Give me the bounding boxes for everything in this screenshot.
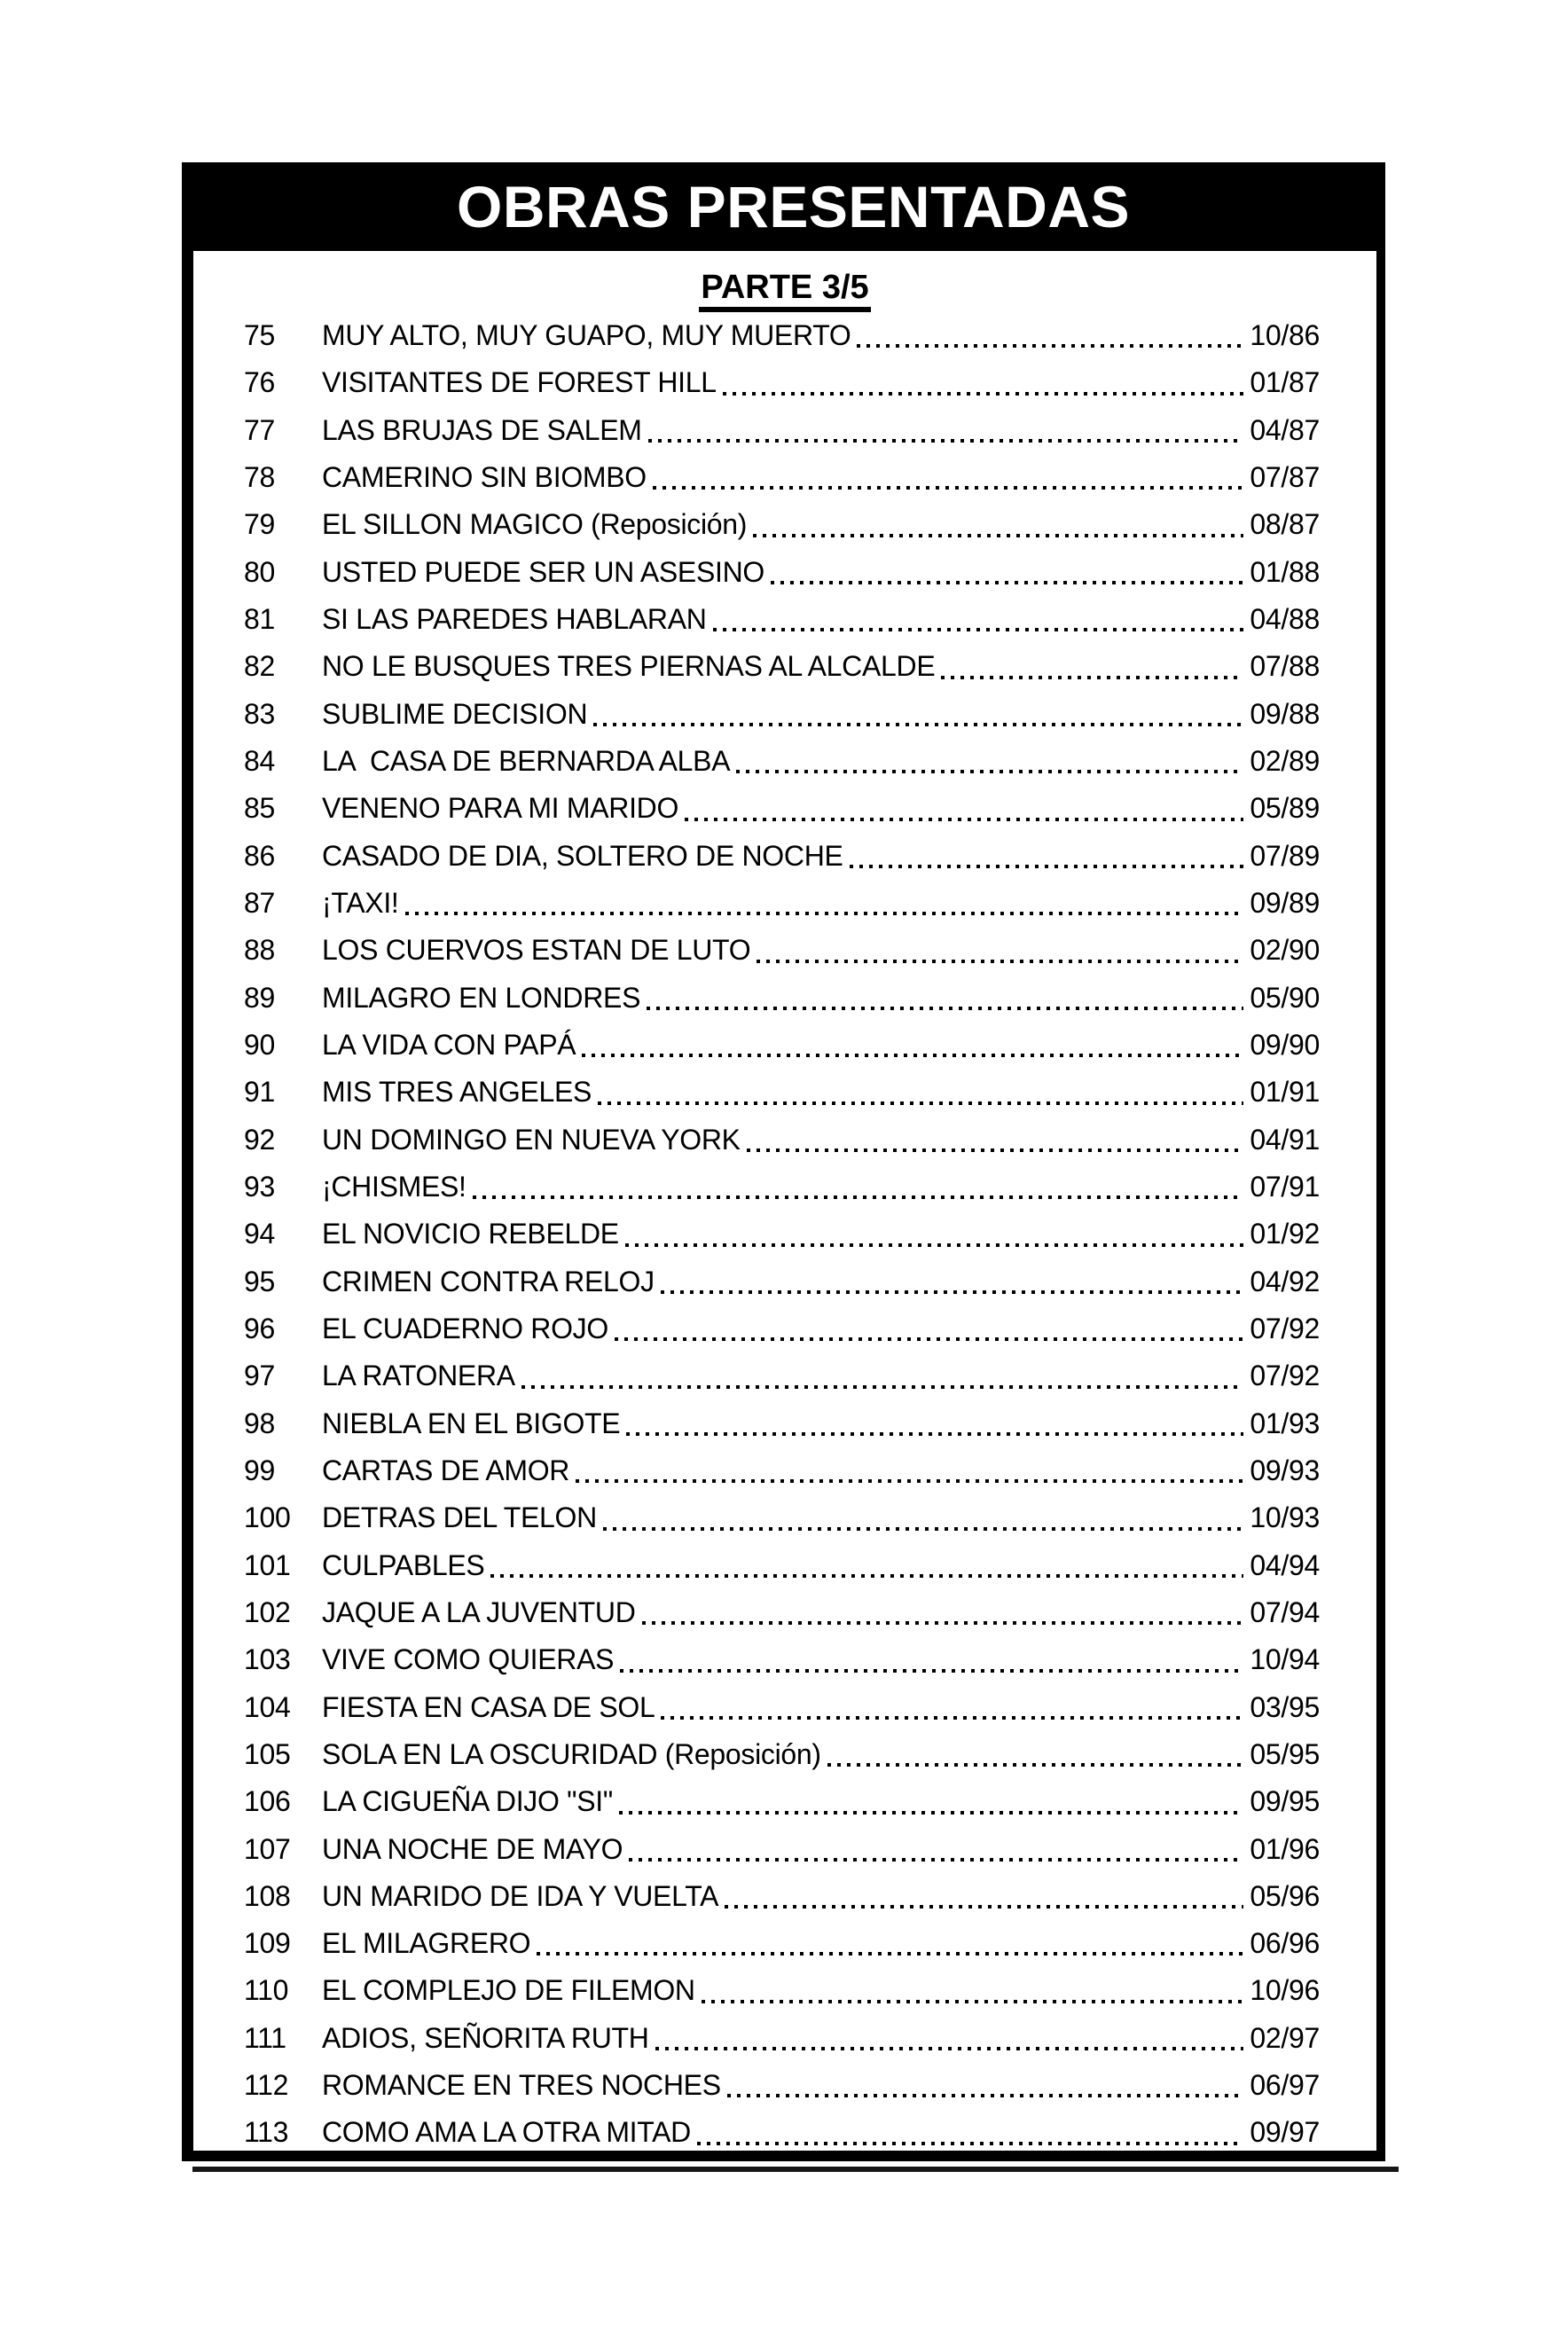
work-date: 07/92 (1250, 1312, 1320, 1344)
work-title: FIESTA EN CASA DE SOL (322, 1690, 655, 1723)
work-date: 02/90 (1250, 934, 1320, 967)
dotted-leader (741, 1117, 1250, 1164)
work-title: CASADO DE DIA, SOLTERO DE NOCHE (322, 839, 843, 872)
dotted-leader (655, 1258, 1250, 1305)
table-row (244, 1447, 1320, 1494)
dotted-leader (718, 1873, 1250, 1920)
work-date: 07/91 (1250, 1170, 1320, 1203)
work-title: VIVE COMO QUIERAS (322, 1643, 615, 1676)
table-row (244, 880, 1320, 927)
work-number: 104 (244, 1690, 291, 1723)
dotted-leader (642, 407, 1250, 454)
dotted-leader (592, 1069, 1250, 1116)
work-title: LA RATONERA (322, 1360, 515, 1392)
work-date: 01/91 (1250, 1076, 1320, 1109)
dotted-leader (935, 643, 1250, 690)
work-date: 01/96 (1250, 1832, 1320, 1865)
work-number: 113 (244, 2116, 289, 2149)
work-number: 112 (244, 2069, 289, 2102)
work-date: 06/96 (1250, 1927, 1320, 1960)
work-title: CAMERINO SIN BIOMBO (322, 460, 647, 493)
table-row (244, 549, 1320, 596)
work-title: NIEBLA EN EL BIGOTE (322, 1407, 621, 1439)
work-number: 77 (244, 413, 275, 446)
work-number: 80 (244, 555, 275, 588)
table-row (244, 1022, 1320, 1069)
table-row (244, 1778, 1320, 1825)
work-title: EL MILAGRERO (322, 1927, 531, 1960)
part-subtitle: PARTE 3/5 (699, 270, 870, 312)
work-date: 08/87 (1250, 508, 1320, 541)
box-header (182, 162, 1385, 251)
work-title: CARTAS DE AMOR (322, 1454, 570, 1486)
table-row (244, 1258, 1320, 1305)
box-content (182, 251, 1385, 2161)
dotted-leader (614, 1636, 1250, 1683)
work-date: 01/93 (1250, 1407, 1320, 1439)
work-number: 96 (244, 1312, 275, 1344)
work-date: 10/94 (1250, 1643, 1320, 1676)
work-date: 09/88 (1250, 697, 1320, 730)
dotted-leader (750, 927, 1250, 974)
work-date: 04/87 (1250, 413, 1320, 446)
dotted-leader (620, 1400, 1250, 1447)
work-title: ¡CHISMES! (322, 1170, 466, 1203)
work-date: 10/86 (1250, 319, 1320, 351)
table-row (244, 691, 1320, 738)
dotted-leader (851, 312, 1250, 359)
work-number: 106 (244, 1785, 291, 1818)
dotted-leader (678, 785, 1250, 832)
work-number: 103 (244, 1643, 291, 1676)
work-number: 100 (244, 1501, 291, 1534)
table-row (244, 2015, 1320, 2062)
dotted-leader (530, 1920, 1250, 1967)
table-row (244, 1684, 1320, 1731)
work-title: CULPABLES (322, 1548, 485, 1581)
work-number: 85 (244, 792, 275, 825)
table-row (244, 1731, 1320, 1778)
work-number: 91 (244, 1076, 275, 1109)
work-number: 78 (244, 460, 275, 493)
table-row (244, 312, 1320, 359)
work-title: UN MARIDO DE IDA Y VUELTA (322, 1879, 719, 1912)
work-number: 86 (244, 839, 275, 872)
table-row (244, 1920, 1320, 1967)
work-number: 76 (244, 366, 275, 399)
work-title: EL NOVICIO REBELDE (322, 1218, 619, 1250)
work-date: 02/89 (1250, 744, 1320, 777)
work-date: 07/89 (1250, 839, 1320, 872)
work-title: EL SILLON MAGICO (Reposición) (322, 508, 748, 541)
dotted-leader (695, 1967, 1250, 2014)
work-title: ROMANCE EN TRES NOCHES (322, 2069, 721, 2102)
work-title: MUY ALTO, MUY GUAPO, MUY MUERTO (322, 319, 851, 351)
dotted-leader (613, 1778, 1250, 1825)
work-title: NO LE BUSQUES TRES PIERNAS AL ALCALDE (322, 650, 936, 683)
table-row (244, 1589, 1320, 1636)
dotted-leader (515, 1352, 1250, 1399)
work-date: 01/88 (1250, 555, 1320, 588)
work-date: 05/95 (1250, 1737, 1320, 1770)
work-title: LA CIGUEÑA DIJO "SI" (322, 1785, 613, 1818)
table-row (244, 927, 1320, 974)
page-title: OBRAS PRESENTADAS (456, 174, 1131, 239)
work-title: VISITANTES DE FOREST HILL (322, 366, 717, 399)
work-date: 09/93 (1250, 1454, 1320, 1486)
dotted-leader (640, 975, 1250, 1022)
work-title: USTED PUEDE SER UN ASESINO (322, 555, 764, 588)
dotted-leader (619, 1211, 1250, 1258)
work-number: 99 (244, 1454, 275, 1486)
table-row (244, 1305, 1320, 1352)
work-title: EL CUADERNO ROJO (322, 1312, 608, 1344)
table-row (244, 643, 1320, 690)
work-date: 09/89 (1250, 886, 1320, 919)
work-date: 06/97 (1250, 2069, 1320, 2102)
work-number: 81 (244, 602, 275, 635)
work-date: 05/89 (1250, 792, 1320, 825)
work-number: 82 (244, 650, 275, 683)
table-row (244, 785, 1320, 832)
work-date: 07/87 (1250, 460, 1320, 493)
box-drop-shadow (192, 2167, 1399, 2172)
work-title: COMO AMA LA OTRA MITAD (322, 2116, 691, 2149)
table-row (244, 454, 1320, 501)
work-date: 10/96 (1250, 1974, 1320, 2007)
table-row (244, 2062, 1320, 2109)
work-title: SOLA EN LA OSCURIDAD (Reposición) (322, 1737, 821, 1770)
table-row (244, 1826, 1320, 1873)
dotted-leader (569, 1447, 1250, 1494)
work-title: SUBLIME DECISION (322, 697, 588, 730)
dotted-leader (721, 2062, 1250, 2109)
work-date: 05/90 (1250, 981, 1320, 1014)
work-number: 79 (244, 508, 275, 541)
dotted-leader (466, 1164, 1250, 1211)
work-number: 90 (244, 1028, 275, 1061)
work-title: LAS BRUJAS DE SALEM (322, 413, 642, 446)
work-title: VENENO PARA MI MARIDO (322, 792, 679, 825)
work-number: 102 (244, 1595, 291, 1628)
work-number: 97 (244, 1360, 275, 1392)
work-number: 88 (244, 934, 275, 967)
table-row (244, 596, 1320, 643)
work-title: LOS CUERVOS ESTAN DE LUTO (322, 934, 751, 967)
dotted-leader (747, 501, 1250, 548)
work-number: 83 (244, 697, 275, 730)
dotted-leader (649, 2015, 1250, 2062)
work-number: 108 (244, 1879, 291, 1912)
work-date: 07/94 (1250, 1595, 1320, 1628)
work-number: 92 (244, 1123, 275, 1156)
work-date: 01/92 (1250, 1218, 1320, 1250)
work-title: EL COMPLEJO DE FILEMON (322, 1974, 695, 2007)
works-list (193, 312, 1376, 2157)
work-date: 10/93 (1250, 1501, 1320, 1534)
work-number: 109 (244, 1927, 291, 1960)
work-date: 04/92 (1250, 1265, 1320, 1297)
dotted-leader (691, 2109, 1250, 2156)
work-date: 04/88 (1250, 602, 1320, 635)
table-row (244, 1069, 1320, 1116)
work-number: 93 (244, 1170, 275, 1203)
work-title: LA VIDA CON PAPÁ (322, 1028, 576, 1061)
work-date: 03/95 (1250, 1690, 1320, 1723)
table-row (244, 1352, 1320, 1399)
work-title: UN DOMINGO EN NUEVA YORK (322, 1123, 741, 1156)
work-number: 107 (244, 1832, 291, 1865)
dotted-leader (730, 738, 1250, 785)
table-row (244, 1967, 1320, 2014)
table-row (244, 501, 1320, 548)
dotted-leader (623, 1826, 1250, 1873)
dotted-leader (636, 1589, 1250, 1636)
work-number: 75 (244, 319, 275, 351)
dotted-leader (576, 1022, 1250, 1069)
table-row (244, 975, 1320, 1022)
work-date: 09/90 (1250, 1028, 1320, 1061)
dotted-leader (587, 691, 1250, 738)
table-row (244, 1542, 1320, 1589)
work-title: UNA NOCHE DE MAYO (322, 1832, 623, 1865)
work-number: 87 (244, 886, 275, 919)
work-title: DETRAS DEL TELON (322, 1501, 597, 1534)
work-title: MIS TRES ANGELES (322, 1076, 592, 1109)
table-row (244, 1873, 1320, 1920)
work-number: 98 (244, 1407, 275, 1439)
dotted-leader (597, 1494, 1250, 1541)
table-row (244, 1164, 1320, 1211)
work-title: CRIMEN CONTRA RELOJ (322, 1265, 655, 1297)
work-title: JAQUE A LA JUVENTUD (322, 1595, 636, 1628)
work-number: 89 (244, 981, 275, 1014)
work-title: ¡TAXI! (322, 886, 399, 919)
table-row (244, 1117, 1320, 1164)
dotted-leader (484, 1542, 1250, 1589)
work-date: 09/95 (1250, 1785, 1320, 1818)
table-row (244, 1211, 1320, 1258)
table-row (244, 1636, 1320, 1683)
work-number: 95 (244, 1265, 275, 1297)
dotted-leader (843, 833, 1250, 880)
work-date: 02/97 (1250, 2021, 1320, 2054)
work-date: 07/92 (1250, 1360, 1320, 1392)
work-date: 07/88 (1250, 650, 1320, 683)
work-date: 09/97 (1250, 2116, 1320, 2149)
table-row (244, 738, 1320, 785)
work-number: 110 (244, 1974, 289, 2007)
dotted-leader (647, 454, 1250, 501)
table-row (244, 2109, 1320, 2156)
dotted-leader (608, 1305, 1250, 1352)
dotted-leader (821, 1731, 1250, 1778)
dotted-leader (717, 359, 1250, 406)
dotted-leader (707, 596, 1250, 643)
dotted-leader (399, 880, 1250, 927)
table-row (244, 833, 1320, 880)
dotted-leader (655, 1684, 1250, 1731)
work-title: SI LAS PAREDES HABLARAN (322, 602, 707, 635)
dotted-leader (764, 549, 1250, 596)
work-date: 04/91 (1250, 1123, 1320, 1156)
work-number: 94 (244, 1218, 275, 1250)
work-number: 111 (244, 2021, 286, 2054)
table-row (244, 359, 1320, 406)
work-number: 101 (244, 1548, 291, 1581)
work-number: 105 (244, 1737, 291, 1770)
work-date: 04/94 (1250, 1548, 1320, 1581)
work-number: 84 (244, 744, 275, 777)
table-row (244, 407, 1320, 454)
work-title: MILAGRO EN LONDRES (322, 981, 641, 1014)
work-title: LA CASA DE BERNARDA ALBA (322, 744, 731, 777)
work-title: ADIOS, SEÑORITA RUTH (322, 2021, 649, 2054)
table-row (244, 1494, 1320, 1541)
obras-box (182, 162, 1385, 2161)
work-date: 05/96 (1250, 1879, 1320, 1912)
work-date: 01/87 (1250, 366, 1320, 399)
table-row (244, 1400, 1320, 1447)
subtitle-row (193, 270, 1376, 312)
